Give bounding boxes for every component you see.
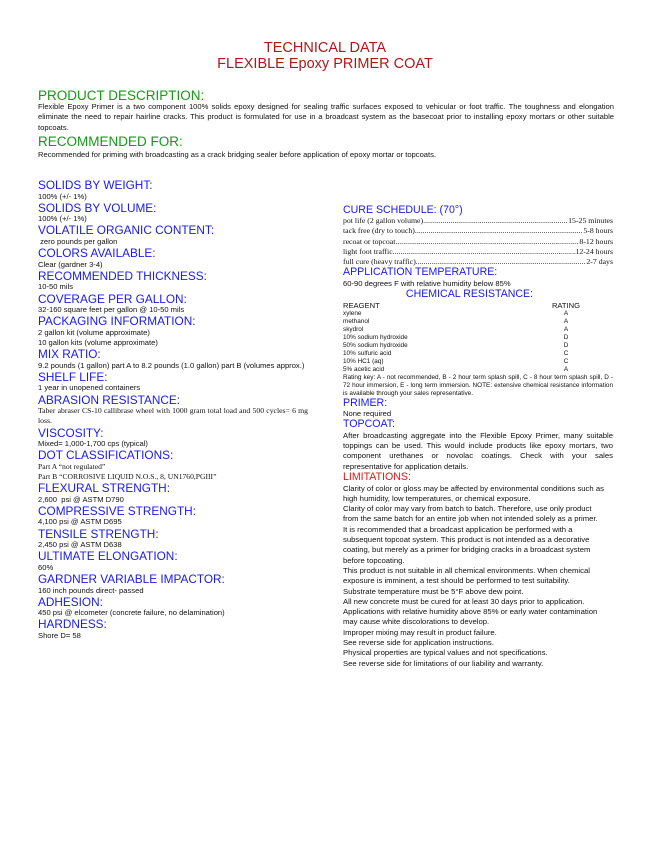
section-value: Mixed= 1,000-1,700 cps (typical): [38, 439, 148, 449]
section-flexural: [38, 482, 308, 505]
section-heading: SOLIDS BY WEIGHT:: [38, 178, 153, 192]
recommended-for-heading: RECOMMENDED FOR:: [38, 134, 183, 149]
section-shelf-life: [38, 371, 308, 394]
table-row: [343, 310, 596, 318]
section-value: 10 gallon kits (volume approximate): [38, 337, 158, 347]
cure-label: recoat or topcoat: [343, 236, 396, 246]
section-value: 2 gallon kit (volume approximate): [38, 327, 150, 337]
section-value: Shore D= 58: [38, 630, 81, 640]
leader-dots: [415, 226, 583, 236]
section-value: 32-160 square feet per gallon @ 10-50 mils: [38, 305, 185, 315]
reagent-cell: 10% sodium hydroxide: [343, 333, 408, 341]
section-heading: ULTIMATE ELONGATION:: [38, 549, 178, 564]
rating-cell: A: [563, 365, 569, 373]
cure-row: [343, 247, 613, 257]
list-item: Applications with relative humidity above 85% or early water contamination may cause white discolorations to develop.: [343, 607, 598, 627]
list-item: Improper mixing may result in product failure.: [343, 627, 497, 637]
section-solids-weight: [38, 179, 308, 202]
section-packaging: [38, 315, 308, 348]
section-value: 100% (+/- 1%): [38, 214, 87, 224]
section-heading: MIX RATIO:: [38, 347, 101, 362]
section-value: 160 inch pounds direct- passed: [38, 585, 144, 595]
section-value: 2,450 psi @ ASTM D638: [38, 540, 122, 550]
section-value: zero pounds per gallon: [38, 236, 118, 246]
table-row: [343, 326, 596, 334]
rating-cell: D: [563, 333, 569, 341]
topcoat-heading: TOPCOAT:: [343, 418, 395, 431]
cure-value: 2-7 days: [586, 257, 613, 267]
section-abrasion: [38, 394, 308, 427]
cure-label: tack free (dry to touch): [343, 226, 415, 236]
list-item: It is recommended that a broadcast application be performed with a subsequent topcoat system. This product is not intended as a decorative coating, but merely as a primer for bridging cracks in a broadcast system before topcoating.: [343, 524, 591, 565]
section-tensile: [38, 528, 308, 551]
product-description-heading: PRODUCT DESCRIPTION:: [38, 88, 205, 103]
section-viscosity: [38, 427, 308, 450]
section-heading: FLEXURAL STRENGTH:: [38, 481, 170, 496]
list-item: See reverse side for application instructions.: [343, 638, 494, 648]
cure-label: pot life (2 gallon volume): [343, 216, 424, 225]
limitations-heading: LIMITATIONS:: [343, 471, 411, 484]
rating-cell: A: [563, 317, 569, 325]
section-dot: [38, 449, 308, 482]
primer-text: None required: [343, 409, 392, 419]
section-mix-ratio: [38, 348, 308, 371]
list-item: Clarity of color may vary from batch to batch. Therefore, use only product from the same batch for an entire job when not intended solely as a primer.: [343, 504, 598, 524]
table-row: [343, 342, 596, 350]
list-item: This product is not suitable in all chemical environments. When chemical exposure is imminent, a test should be performed to test suitability.: [343, 565, 590, 586]
table-row: [343, 366, 596, 374]
document-subtitle: FLEXIBLE Epoxy PRIMER COAT: [217, 56, 433, 72]
reagent-cell: 10% HC1 (aq): [343, 357, 384, 365]
section-value: Part B “CORROSIVE LIQUID N.O.S., 8, UN1760,PGIII”: [38, 472, 217, 482]
section-heading: VOLATILE ORGANIC CONTENT:: [38, 223, 215, 238]
primer-heading: PRIMER:: [343, 396, 388, 409]
section-elongation: [38, 550, 308, 573]
section-thickness: [38, 270, 308, 293]
leader-dots: [393, 247, 576, 257]
list-item: See reverse side for limitations of our liability and warranty.: [343, 658, 544, 668]
left-column: [38, 179, 308, 641]
cure-value: 8-12 hours: [579, 236, 613, 246]
list-item: Physical properties are typical values and not specifications.: [343, 648, 548, 658]
section-colors: [38, 247, 308, 270]
table-row: [343, 350, 596, 358]
section-value: 450 psi @ elcometer (concrete failure, no delamination): [38, 608, 225, 618]
list-item: Clarity of color or gloss may be affected by environmental conditions such as high humidity, low temperatures, or chemical exposure.: [343, 483, 604, 503]
document-title: TECHNICAL DATA: [263, 40, 387, 56]
reagent-cell: 50% sodium hydroxide: [343, 341, 408, 349]
limitations-list: [343, 484, 605, 669]
application-temperature-heading: APPLICATION TEMPERATURE:: [343, 266, 498, 279]
section-value: 4,100 psi @ ASTM D695: [38, 517, 122, 527]
section-value: 9.2 pounds (1 gallon) part A to 8.2 pounds (1.0 gallon) part B (volumes approx.): [38, 360, 305, 370]
reagent-cell: methanol: [343, 317, 370, 325]
leader-dots: [395, 237, 579, 247]
reagent-cell: 10% sulfuric acid: [343, 349, 392, 357]
cure-value: 5-8 hours: [583, 226, 613, 236]
rating-cell: A: [563, 309, 569, 317]
section-heading: COLORS AVAILABLE:: [38, 246, 156, 261]
table-row: [343, 334, 596, 342]
section-heading: VISCOSITY:: [38, 425, 104, 440]
list-item: Substrate temperature must be 5°F above dew point.: [343, 586, 524, 596]
cure-row: [343, 216, 613, 226]
section-value: Clear (gardner 3-4): [38, 259, 103, 269]
cure-value: 15-25 minutes: [568, 216, 613, 225]
rating-cell: A: [563, 325, 569, 333]
application-temperature-text: 60-90 degrees F with relative humidity below 85%: [343, 278, 511, 288]
chemical-resistance-heading: CHEMICAL RESISTANCE:: [405, 288, 534, 301]
section-coverage: [38, 293, 308, 316]
section-heading: ADHESION:: [38, 594, 103, 609]
leader-dots: [423, 216, 568, 226]
reagent-cell: xylene: [343, 309, 362, 317]
col-rating-header: RATING: [551, 300, 581, 310]
cure-row: [343, 226, 613, 236]
section-heading: SHELF LIFE:: [38, 369, 108, 384]
section-solids-volume: [38, 202, 308, 225]
section-heading: COMPRESSIVE STRENGTH:: [38, 503, 196, 518]
section-adhesion: [38, 596, 308, 619]
table-row: [343, 318, 596, 326]
cure-value: 12-24 hours: [575, 246, 613, 256]
section-heading: HARDNESS:: [38, 617, 107, 632]
section-heading: GARDNER VARIABLE IMPACTOR:: [38, 572, 225, 587]
rating-cell: D: [563, 341, 569, 349]
col-reagent-header: REAGENT: [343, 300, 380, 310]
section-hardness: [38, 618, 308, 641]
section-value: 1 year in unopened containers: [38, 383, 141, 393]
cure-label: full cure (heavy traffic)...: [343, 257, 422, 267]
section-heading: TENSILE STRENGTH:: [38, 526, 159, 541]
right-column: [343, 204, 613, 669]
section-heading: DOT CLASSIFICATIONS:: [38, 448, 174, 463]
section-value: Part A “not regulated”: [38, 461, 106, 471]
cure-schedule-list: [343, 216, 613, 267]
section-heading: RECOMMENDED THICKNESS:: [38, 268, 207, 283]
reagent-cell: 5% acetic acid: [343, 365, 385, 373]
chemical-resistance-table: [343, 301, 596, 374]
section-value: 10-50 mils: [38, 282, 74, 292]
section-heading: PACKAGING INFORMATION:: [38, 314, 196, 329]
list-item: All new concrete must be cured for at least 30 days prior to application.: [343, 596, 585, 606]
section-heading: COVERAGE PER GALLON:: [38, 291, 187, 306]
cure-row: [343, 237, 613, 247]
product-description-text: Flexible Epoxy Primer is a two component 100% solids epoxy designed for sealing traffic surfaces exposed to vehicular or foot traffic. The toughness and elongation eliminate the need to repair hairline cracks. This product is formulated for use in a broadcast system as the basecoat prior to installing epoxy mortars or other suitable topcoats.: [38, 102, 614, 132]
section-voc: [38, 224, 308, 247]
rating-key: Rating key: A - not recommended, B - 2 hour term splash spill, C - 8 hour term splash spill, D - 72 hour immersion, E - long term immersion. NOTE: extensive chemical resistance information is available through your sales representative.: [343, 373, 613, 397]
section-compressive: [38, 505, 308, 528]
section-gardner: [38, 573, 308, 596]
rating-cell: C: [563, 357, 569, 365]
topcoat-text: After broadcasting aggregate into the Flexible Epoxy Primer, many suitable toppings can be used. This would include products like epoxy mortars, two component urethanes or novolac coatings. Check with your sales representative for application details.: [343, 430, 613, 471]
table-header-row: [343, 301, 596, 310]
recommended-for-text: Recommended for priming with broadcasting as a crack bridging sealer before application of epoxy mortar or topcoats.: [38, 150, 437, 159]
cure-label: light foot traffic: [343, 246, 393, 256]
section-value: 2,600 psi @ ASTM D790: [38, 494, 124, 504]
rating-cell: C: [563, 349, 569, 357]
section-heading: ABRASION RESISTANCE:: [38, 392, 181, 407]
reagent-cell: skydrol: [343, 325, 364, 333]
table-row: [343, 358, 596, 366]
section-value: 100% (+/- 1%): [38, 191, 87, 201]
section-heading: SOLIDS BY VOLUME:: [38, 200, 157, 215]
section-value: 60%: [38, 562, 54, 572]
section-value: Taber abraser CS-10 callibrase wheel with 1000 gram total load and 500 cycles= 6 mg loss.: [38, 406, 308, 426]
cure-schedule-heading: CURE SCHEDULE: (70°): [343, 204, 463, 216]
